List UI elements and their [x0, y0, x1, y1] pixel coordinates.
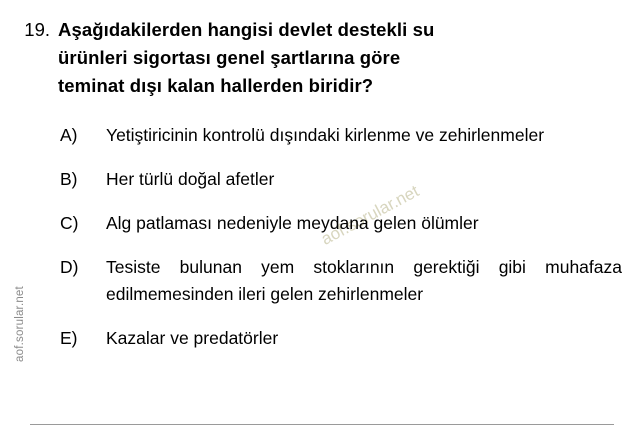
bottom-divider — [30, 424, 614, 425]
question-row — [18, 16, 622, 100]
question-text — [58, 16, 622, 100]
option-d[interactable] — [60, 254, 622, 308]
option-b-text: Her türlü doğal afetler — [106, 169, 275, 189]
option-a-text: Yetiştiricinin kontrolü dışındaki kirlenme ve zehirlenmeler — [106, 125, 545, 145]
option-b-letter: B) — [60, 169, 78, 189]
option-e-letter: E) — [60, 328, 78, 348]
option-e[interactable] — [60, 325, 622, 352]
question-number: 19. — [24, 19, 50, 40]
option-e-text: Kazalar ve predatörler — [106, 328, 279, 348]
options-list — [60, 122, 622, 369]
option-c[interactable] — [60, 210, 622, 237]
option-a-letter: A) — [60, 125, 78, 145]
diagonal-watermark-text: aof.sorular.net — [318, 181, 423, 249]
question-block — [18, 16, 622, 100]
question-line-3: teminat dışı kalan hallerden biridir? — [58, 75, 374, 96]
side-watermark-text: aof.sorular.net — [14, 286, 26, 362]
question-line-2: ürünleri sigortası genel şartlarına göre — [58, 47, 401, 68]
option-d-letter: D) — [60, 257, 79, 277]
option-d-text: Tesiste bulunan yem stoklarının gerektiği gibi muhafaza edilmemesinden ileri gelen zehirlenmeler — [106, 257, 622, 304]
option-c-text: Alg patlaması nedeniyle meydana gelen ölümler — [106, 213, 479, 233]
option-a[interactable] — [60, 122, 622, 149]
question-line-1: Aşağıdakilerden hangisi devlet destekli su — [58, 19, 435, 40]
option-c-letter: C) — [60, 213, 79, 233]
option-b[interactable] — [60, 166, 622, 193]
